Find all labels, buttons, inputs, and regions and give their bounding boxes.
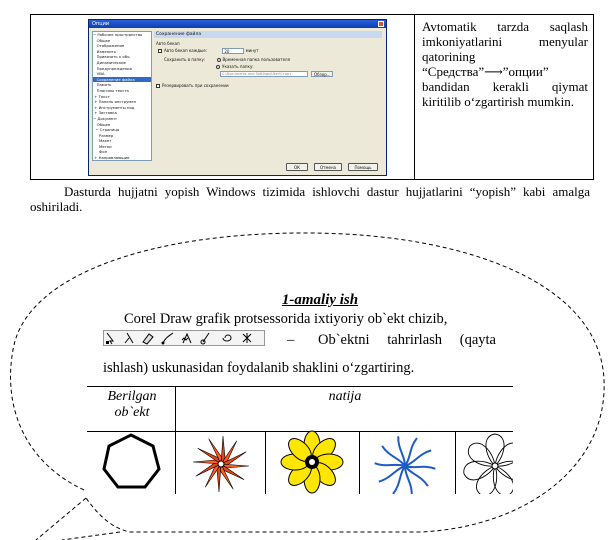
tree-item[interactable]: Динамические — [93, 59, 126, 65]
yellow-flower-shape — [281, 431, 343, 493]
radio-specified-label: Указать папку: — [222, 64, 254, 69]
tree-item[interactable]: Макет — [93, 138, 112, 144]
tree-item[interactable]: + Направляющие — [93, 155, 130, 161]
exercise-line-1: Corel Draw grafik protsessorida ixtiyoriy ob`ekt chizib, — [124, 311, 448, 327]
tree-item[interactable]: Метки — [93, 143, 112, 149]
help-button[interactable]: Помощь — [348, 163, 378, 171]
shape-tools-toolbar — [103, 330, 265, 346]
exercise-line-2: Ob`ektni tahrirlash (qayta — [318, 332, 496, 348]
tree-item[interactable]: − Документ — [93, 115, 118, 121]
tree-item[interactable]: Изменить — [93, 48, 117, 54]
looped-flower-shape — [462, 434, 513, 494]
tree-item[interactable]: Отображение — [93, 43, 125, 49]
tree-item[interactable]: Фон — [93, 149, 108, 155]
tree-item[interactable]: Сохранение файла — [93, 77, 151, 83]
tree-item[interactable]: + Заставка — [93, 110, 117, 116]
autosave-note: Avtomatik tarzda saqlash imkoniyatlarini menyular qatorining “Средства”⟶”опции” bandidan kerakli qiymat kiritilib oʻzgartirish mumkin. — [422, 19, 588, 109]
pinwheel-star-shape — [193, 436, 249, 492]
tree-item[interactable]: Память — [93, 82, 112, 88]
group-label: Авто бекап — [156, 41, 180, 46]
tree-item[interactable]: Предупреждения — [93, 65, 132, 71]
panel-title: Сохранение файла — [154, 31, 382, 38]
blue-spiral-star-shape — [375, 436, 436, 494]
cancel-button[interactable]: Отмена — [314, 163, 342, 171]
autosave-label: Авто бекап каждые: — [164, 48, 208, 53]
closing-paragraph: Dasturda hujjatni yopish Windows tizimida ishlovchi dastur hujjatlarini “yopish” kabi amalga oshiriladi. — [30, 184, 590, 214]
tree-item[interactable]: Привязать к объ — [93, 54, 130, 60]
browse-button[interactable]: Обзор... — [311, 71, 333, 77]
tree-item[interactable]: Размер — [93, 132, 114, 138]
autosave-interval-input[interactable]: 20 — [222, 48, 244, 54]
path-input[interactable]: C:\Documents and Settings\User\Старт — [220, 71, 308, 77]
exercise-dash: – — [287, 332, 295, 348]
tree-item[interactable]: − Рабочее пространство — [93, 32, 143, 37]
heptagon-shape — [104, 435, 159, 487]
tree-item[interactable]: Общее — [93, 37, 111, 43]
col-result-header: natija — [328, 389, 362, 404]
tree-item[interactable]: − Страница — [93, 127, 120, 133]
backup-label: Резервировать при сохранении — [162, 83, 229, 88]
tree-item[interactable]: Плагины текста — [93, 87, 129, 93]
col-given-object-header: Berilgan ob`ekt — [107, 389, 157, 420]
exercise-line-3: ishlash) uskunasidan foydalanib shaklini oʻzgartiring. — [103, 360, 415, 376]
tree-item[interactable]: + Панель инструмен — [93, 99, 137, 105]
dialog-title: Опции — [92, 21, 110, 27]
radio-temp-label: Временная папка пользователя — [222, 57, 291, 62]
tree-item[interactable]: + Инструменты под — [93, 104, 135, 110]
exercise-title: 1-amaliy ish — [281, 292, 359, 308]
tree-item[interactable]: + Текст — [93, 93, 110, 99]
save-to-label: Сохранить в папку: — [164, 57, 206, 62]
ok-button[interactable]: ОК — [286, 163, 308, 171]
tree-item[interactable]: VBA — [93, 71, 105, 77]
autosave-unit: минут — [245, 48, 259, 53]
tree-item[interactable]: Общее — [93, 121, 111, 127]
